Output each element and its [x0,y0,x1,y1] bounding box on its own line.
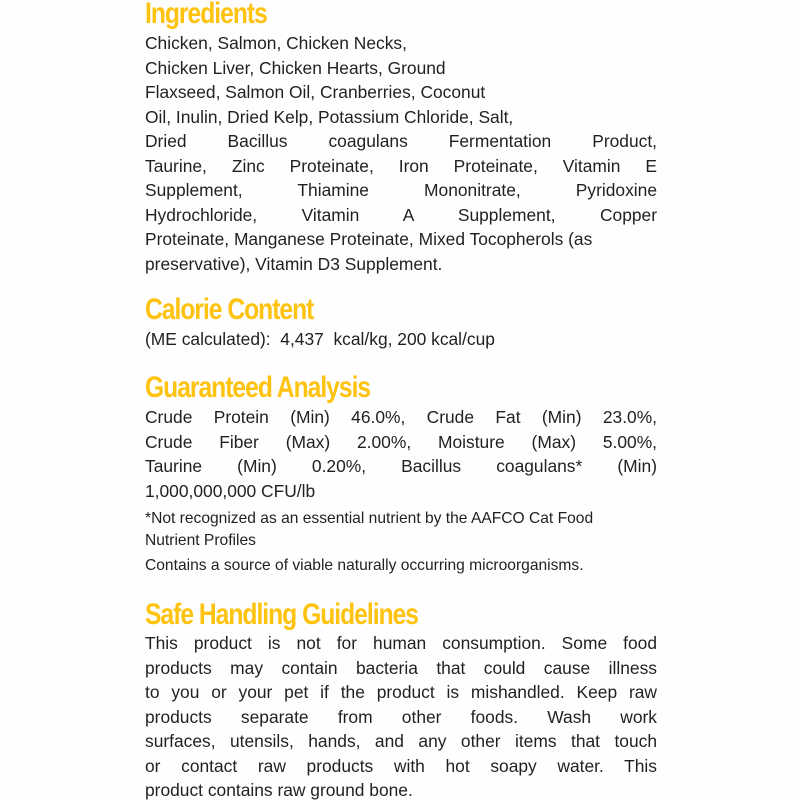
guaranteed-analysis-text [145,405,657,503]
handling-line: surfaces, utensils, hands, and any other items that touch [145,731,657,751]
handling-line: product contains raw ground bone. [145,780,413,800]
label-panel [145,0,657,800]
safe-handling-text [145,631,657,800]
ingredients-line: preservative), Vitamin D3 Supplement. [145,253,443,274]
analysis-line: Crude Fiber (Max) 2.00%, Moisture (Max) 5.00%, [145,431,657,452]
analysis-line: Taurine (Min) 0.20%, Bacillus coagulans* (Min) [145,456,657,476]
ingredients-text [145,31,657,276]
calorie-content-heading: Calorie Content [145,293,314,326]
ingredients-line: Supplement, Thiamine Mononitrate, Pyridoxine [145,180,657,200]
ingredients-line: Chicken Liver, Chicken Hearts, Ground [145,57,446,78]
handling-line: or contact raw products with hot soapy water. This [145,755,657,776]
analysis-line: 1,000,000,000 CFU/lb [145,480,316,501]
footnote-line: *Not recognized as an essential nutrient by the AAFCO Cat Food [145,510,594,527]
ingredients-line: Proteinate, Manganese Proteinate, Mixed Tocopherols (as [145,229,593,249]
handling-line: products may contain bacteria that could cause illness [145,657,657,678]
handling-line: to you or your pet if the product is mishandled. Keep raw [145,682,657,702]
calorie-content-text: (ME calculated): 4,437 kcal/kg, 200 kcal/cup [145,329,495,349]
ingredients-line: Oil, Inulin, Dried Kelp, Potassium Chloride, Salt, [145,106,514,127]
ingredients-line: Taurine, Zinc Proteinate, Iron Proteinate, Vitamin E [145,155,657,176]
ingredients-line: Hydrochloride, Vitamin A Supplement, Copper [145,204,657,225]
analysis-line: Crude Protein (Min) 46.0%, Crude Fat (Min) 23.0%, [145,407,657,427]
footnote-line: Nutrient Profiles [145,531,256,549]
microorganisms-note: Contains a source of viable naturally occurring microorganisms. [145,557,584,574]
guaranteed-analysis-heading: Guaranteed Analysis [145,371,371,404]
ingredients-line: Flaxseed, Salmon Oil, Cranberries, Coconut [145,82,486,102]
handling-line: products separate from other foods. Wash work [145,706,657,727]
safe-handling-heading: Safe Handling Guidelines [145,598,419,631]
ingredients-line: Chicken, Salmon, Chicken Necks, [145,33,407,53]
ingredients-line: Dried Bacillus coagulans Fermentation Product, [145,131,657,151]
ingredients-heading: Ingredients [145,0,267,30]
aafco-footnote [145,508,593,551]
handling-line: This product is not for human consumption. Some food [145,633,657,653]
